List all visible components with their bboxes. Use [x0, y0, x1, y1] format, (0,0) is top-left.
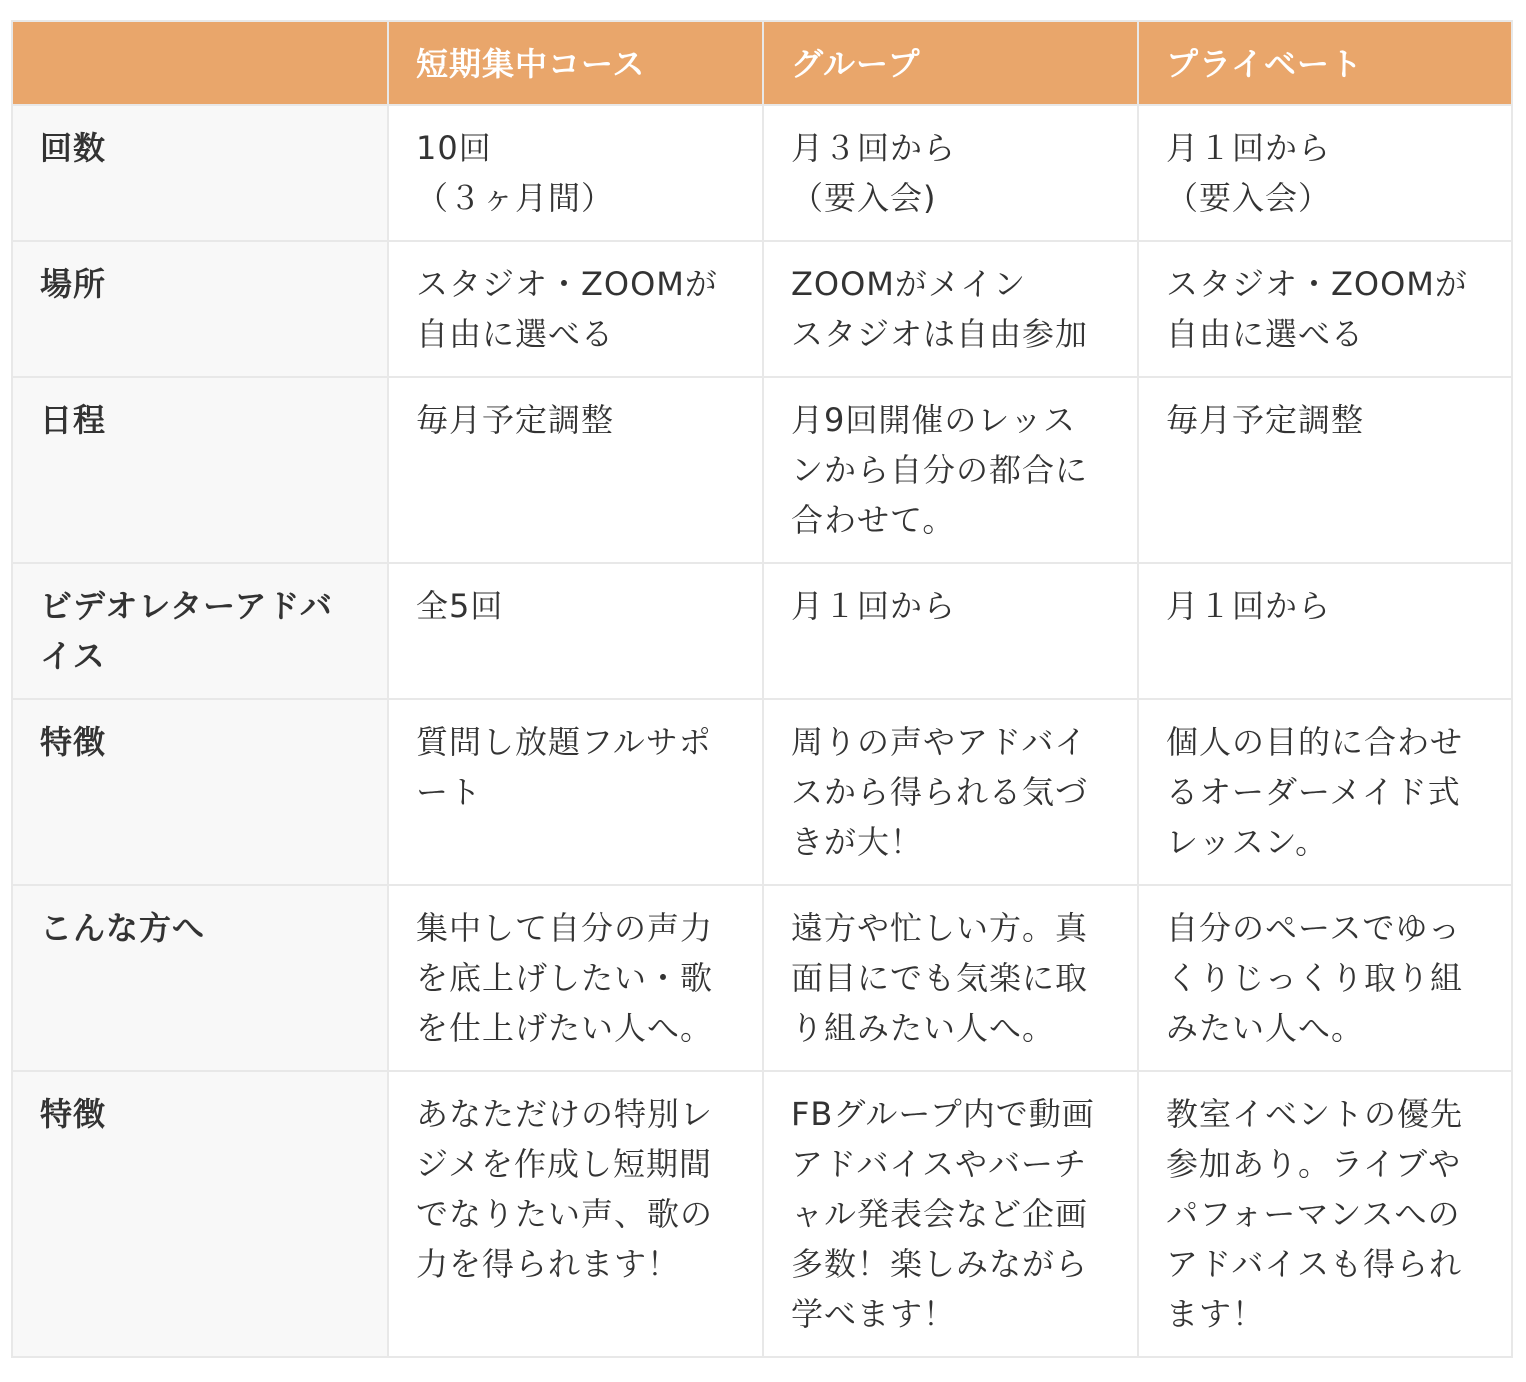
cell-intensive-course	[388, 377, 763, 563]
table-row	[12, 885, 1512, 1071]
cell-line: 周りの声やアドバイ	[791, 723, 1088, 761]
cell-line: 質問し放題フルサポ	[416, 723, 712, 761]
header-group: グループ	[763, 21, 1138, 105]
cell-line: 月9回開催のレッス	[791, 401, 1077, 439]
cell-line: 月１回から	[1166, 129, 1332, 167]
row-label	[12, 1071, 388, 1357]
cell-line: 自由に選べる	[416, 315, 615, 353]
cell-line: （要入会)	[791, 179, 937, 217]
cell-line: くりじっくり取り組	[1166, 959, 1464, 997]
header-corner	[12, 21, 388, 105]
cell-line: 自由に選べる	[1166, 315, 1365, 353]
row-label-line: 日程	[40, 401, 107, 439]
cell-group	[763, 105, 1138, 241]
cell-line: 月１回から	[791, 587, 957, 625]
cell-intensive-course	[388, 241, 763, 377]
cell-intensive-course	[388, 563, 763, 699]
cell-group	[763, 241, 1138, 377]
table-header-row	[12, 21, 1512, 105]
cell-line: 毎月予定調整	[416, 401, 615, 439]
course-comparison	[11, 20, 1511, 1358]
cell-line: ZOOMがメイン	[791, 265, 1027, 303]
cell-line: 個人の目的に合わせ	[1166, 723, 1464, 761]
cell-line: 月１回から	[1166, 587, 1332, 625]
row-label-line: 特徴	[40, 723, 107, 761]
row-label-line: ビデオレターアドバ	[40, 587, 333, 625]
table-row	[12, 563, 1512, 699]
cell-line: パフォーマンスへの	[1166, 1195, 1461, 1233]
row-label	[12, 563, 388, 699]
cell-private	[1138, 563, 1512, 699]
cell-group	[763, 563, 1138, 699]
cell-group	[763, 1071, 1138, 1357]
cell-line: を仕上げたい人へ。	[416, 1009, 714, 1047]
cell-private	[1138, 1071, 1512, 1357]
cell-group	[763, 885, 1138, 1071]
cell-line: 教室イベントの優先	[1166, 1095, 1464, 1133]
cell-group	[763, 377, 1138, 563]
row-label-line: 回数	[40, 129, 107, 167]
cell-line: スタジオは自由参加	[791, 315, 1089, 353]
cell-private	[1138, 699, 1512, 885]
cell-line: 10回	[416, 129, 492, 167]
cell-line: ジメを作成し短期間	[416, 1145, 713, 1183]
cell-line: アドバイスも得られ	[1166, 1245, 1463, 1283]
table-body	[12, 105, 1512, 1357]
cell-intensive-course	[388, 885, 763, 1071]
cell-private	[1138, 105, 1512, 241]
cell-line: ャル発表会など企画	[791, 1195, 1089, 1233]
cell-line: レッスン。	[1166, 823, 1329, 861]
table-row	[12, 377, 1512, 563]
header-private: プライベート	[1138, 21, 1512, 105]
table-row	[12, 105, 1512, 241]
row-label	[12, 885, 388, 1071]
course-comparison-table	[11, 20, 1513, 1358]
cell-line: ます！	[1166, 1295, 1266, 1333]
cell-line: （３ヶ月間）	[416, 179, 615, 217]
cell-private	[1138, 377, 1512, 563]
table-row	[12, 241, 1512, 377]
cell-line: 遠方や忙しい方。真	[791, 909, 1089, 947]
cell-line: ート	[416, 773, 483, 811]
table-row	[12, 699, 1512, 885]
row-label-line: こんな方へ	[40, 909, 206, 947]
cell-private	[1138, 241, 1512, 377]
cell-line: スタジオ・ZOOMが	[416, 265, 718, 303]
cell-line: みたい人へ。	[1166, 1009, 1365, 1047]
cell-line: ンから自分の都合に	[791, 451, 1089, 489]
cell-line: 合わせて。	[791, 501, 956, 539]
row-label-line: イス	[40, 637, 106, 675]
cell-line: 毎月予定調整	[1166, 401, 1365, 439]
table-row	[12, 1071, 1512, 1357]
cell-intensive-course	[388, 1071, 763, 1357]
row-label	[12, 241, 388, 377]
cell-line: 全5回	[416, 587, 504, 625]
cell-line: 面目にでも気楽に取	[791, 959, 1089, 997]
cell-line: でなりたい声、歌の	[416, 1195, 714, 1233]
cell-line: るオーダーメイド式	[1166, 773, 1461, 811]
row-label	[12, 377, 388, 563]
cell-line: 多数！楽しみながら	[791, 1245, 1089, 1283]
cell-line: 参加あり。ライブや	[1166, 1145, 1462, 1183]
row-label	[12, 105, 388, 241]
cell-line: 学べます！	[791, 1295, 957, 1333]
cell-private	[1138, 885, 1512, 1071]
cell-line: （要入会）	[1166, 179, 1332, 217]
header-intensive-course: 短期集中コース	[388, 21, 763, 105]
cell-line: あなただけの特別レ	[416, 1095, 714, 1133]
row-label	[12, 699, 388, 885]
row-label-line: 場所	[40, 265, 107, 303]
row-label-line: 特徴	[40, 1095, 107, 1133]
cell-line: 月３回から	[791, 129, 957, 167]
cell-line: きが大！	[791, 823, 924, 861]
cell-line: アドバイスやバーチ	[791, 1145, 1088, 1183]
cell-line: 力を得られます！	[416, 1245, 681, 1283]
cell-line: り組みたい人へ。	[791, 1009, 1056, 1047]
cell-line: を底上げしたい・歌	[416, 959, 714, 997]
cell-line: 集中して自分の声力	[416, 909, 714, 947]
cell-line: FBグループ内で動画	[791, 1095, 1095, 1133]
cell-group	[763, 699, 1138, 885]
cell-intensive-course	[388, 699, 763, 885]
cell-intensive-course	[388, 105, 763, 241]
cell-line: スから得られる気づ	[791, 773, 1089, 811]
cell-line: 自分のペースでゆっ	[1166, 909, 1462, 947]
cell-line: スタジオ・ZOOMが	[1166, 265, 1468, 303]
